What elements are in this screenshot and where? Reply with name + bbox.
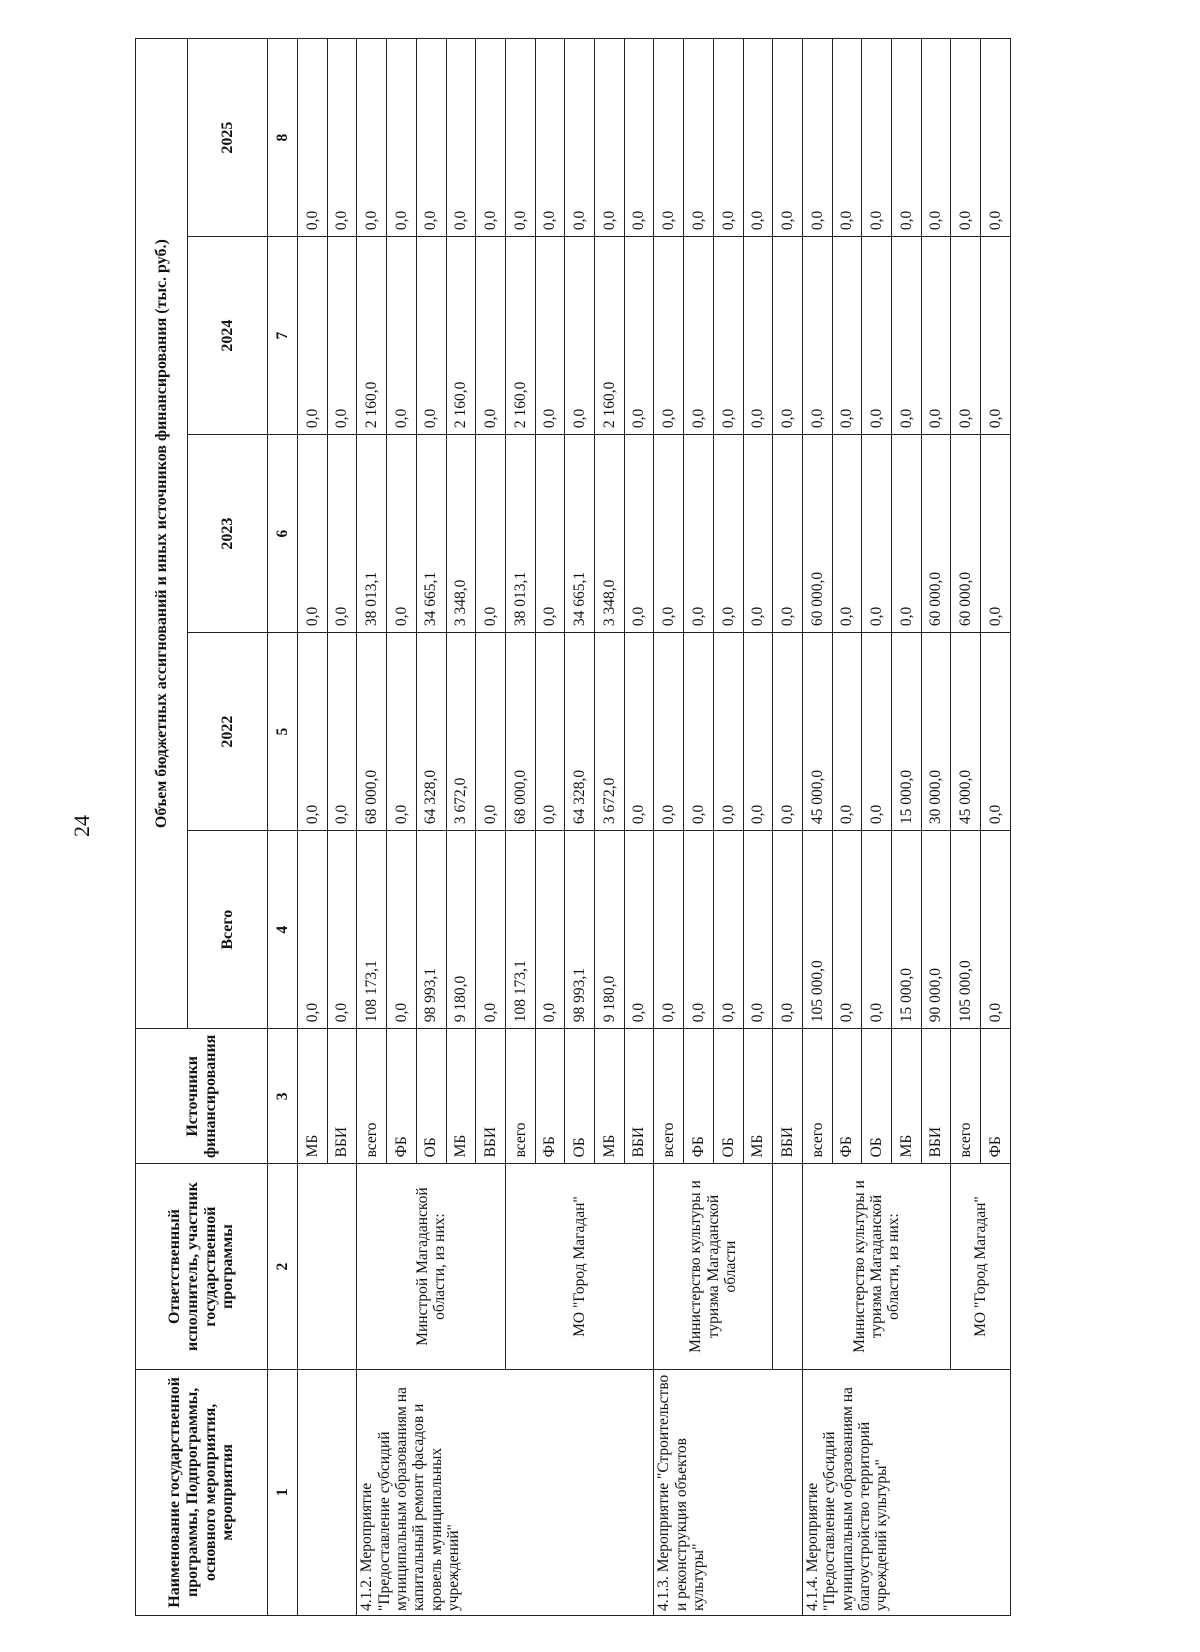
value-2024: 0,0 xyxy=(832,237,862,435)
table-row xyxy=(357,39,387,1616)
table-row xyxy=(802,39,832,1616)
value-2023: 38 013,1 xyxy=(357,435,387,633)
value-total: 0,0 xyxy=(298,831,328,1029)
source-cell: ВБИ xyxy=(476,1029,506,1164)
value-total: 105 000,0 xyxy=(802,831,832,1029)
value-total: 0,0 xyxy=(624,831,654,1029)
value-total: 0,0 xyxy=(981,831,1011,1029)
value-2025: 0,0 xyxy=(892,39,922,237)
table-row xyxy=(654,39,684,1616)
value-2022: 45 000,0 xyxy=(802,633,832,831)
value-2025: 0,0 xyxy=(565,39,595,237)
source-cell: ФБ xyxy=(981,1029,1011,1164)
value-2025: 0,0 xyxy=(595,39,625,237)
value-total: 90 000,0 xyxy=(921,831,951,1029)
value-total: 0,0 xyxy=(327,831,357,1029)
value-2023: 0,0 xyxy=(298,435,328,633)
source-cell: всего xyxy=(654,1029,684,1164)
value-2023: 0,0 xyxy=(387,435,417,633)
header-executor: Ответственный исполнитель, участник государственной программы xyxy=(136,1164,268,1369)
source-cell: МБ xyxy=(892,1029,922,1164)
value-2025: 0,0 xyxy=(832,39,862,237)
value-2023: 60 000,0 xyxy=(802,435,832,633)
index-cell: 7 xyxy=(268,237,298,435)
index-cell: 2 xyxy=(268,1164,298,1369)
value-2023: 3 348,0 xyxy=(446,435,476,633)
value-total: 0,0 xyxy=(713,831,743,1029)
name-cell-empty xyxy=(298,1369,357,1615)
value-2024: 2 160,0 xyxy=(446,237,476,435)
rotated-table-wrapper xyxy=(135,38,1011,1616)
source-cell: ФБ xyxy=(535,1029,565,1164)
value-2023: 34 665,1 xyxy=(416,435,446,633)
value-total: 108 173,1 xyxy=(505,831,535,1029)
page-number: 24 xyxy=(69,815,94,837)
source-cell: МБ xyxy=(743,1029,773,1164)
source-cell: всего xyxy=(505,1029,535,1164)
value-total: 0,0 xyxy=(743,831,773,1029)
value-2023: 34 665,1 xyxy=(565,435,595,633)
header-2022: 2022 xyxy=(188,633,268,831)
header-2024: 2024 xyxy=(188,237,268,435)
value-2022: 64 328,0 xyxy=(565,633,595,831)
value-total: 105 000,0 xyxy=(951,831,981,1029)
value-total: 0,0 xyxy=(654,831,684,1029)
header-sources: Источники финансирования xyxy=(136,1029,268,1164)
value-2025: 0,0 xyxy=(298,39,328,237)
value-2022: 0,0 xyxy=(387,633,417,831)
value-2022: 0,0 xyxy=(535,633,565,831)
value-2024: 0,0 xyxy=(654,237,684,435)
value-total: 9 180,0 xyxy=(595,831,625,1029)
value-2023: 0,0 xyxy=(654,435,684,633)
value-2025: 0,0 xyxy=(951,39,981,237)
value-2024: 0,0 xyxy=(981,237,1011,435)
measure-4-1-4-name: 4.1.4. Мероприятие "Предоставление субсидий муниципальным образованиям на благоустройство территорий учреждений культуры" xyxy=(802,1369,1010,1615)
header-total: Всего xyxy=(188,831,268,1029)
value-2023: 3 348,0 xyxy=(595,435,625,633)
source-cell: ФБ xyxy=(684,1029,714,1164)
executor-minstroy: Минстрой Магаданской области, из них: xyxy=(357,1164,506,1369)
index-cell: 3 xyxy=(268,1029,298,1164)
value-2022: 68 000,0 xyxy=(505,633,535,831)
source-cell: ОБ xyxy=(416,1029,446,1164)
value-2024: 0,0 xyxy=(624,237,654,435)
value-2022: 0,0 xyxy=(654,633,684,831)
source-cell: ФБ xyxy=(832,1029,862,1164)
value-2024: 0,0 xyxy=(713,237,743,435)
value-2023: 0,0 xyxy=(981,435,1011,633)
value-2023: 0,0 xyxy=(713,435,743,633)
value-total: 0,0 xyxy=(832,831,862,1029)
value-total: 0,0 xyxy=(684,831,714,1029)
value-2022: 0,0 xyxy=(684,633,714,831)
value-2025: 0,0 xyxy=(981,39,1011,237)
value-2024: 0,0 xyxy=(892,237,922,435)
value-2023: 0,0 xyxy=(327,435,357,633)
value-2025: 0,0 xyxy=(476,39,506,237)
value-2023: 0,0 xyxy=(862,435,892,633)
measure-4-1-3-name: 4.1.3. Мероприятие "Строительство и реконструкция объектов культуры" xyxy=(654,1369,803,1615)
value-2024: 0,0 xyxy=(802,237,832,435)
value-2023: 0,0 xyxy=(773,435,803,633)
value-2022: 45 000,0 xyxy=(951,633,981,831)
value-2022: 30 000,0 xyxy=(921,633,951,831)
value-2024: 0,0 xyxy=(476,237,506,435)
header-funding-group: Объем бюджетных ассигнований и иных источников финансирования (тыс. руб.) xyxy=(136,39,188,1029)
value-2025: 0,0 xyxy=(713,39,743,237)
source-cell: всего xyxy=(951,1029,981,1164)
value-2024: 0,0 xyxy=(565,237,595,435)
value-total: 0,0 xyxy=(476,831,506,1029)
value-2023: 0,0 xyxy=(832,435,862,633)
value-2025: 0,0 xyxy=(357,39,387,237)
measure-4-1-2-name: 4.1.2. Мероприятие "Предоставление субсидий муниципальным образованиям на капитальный ремонт фасадов и кровель муниципальных учреждений" xyxy=(357,1369,654,1615)
value-2024: 0,0 xyxy=(387,237,417,435)
source-cell: ОБ xyxy=(713,1029,743,1164)
value-2024: 0,0 xyxy=(535,237,565,435)
value-2023: 0,0 xyxy=(743,435,773,633)
value-2025: 0,0 xyxy=(802,39,832,237)
value-2022: 0,0 xyxy=(624,633,654,831)
value-total: 0,0 xyxy=(535,831,565,1029)
index-cell: 5 xyxy=(268,633,298,831)
source-cell: всего xyxy=(802,1029,832,1164)
value-2024: 2 160,0 xyxy=(357,237,387,435)
value-2024: 2 160,0 xyxy=(505,237,535,435)
value-2022: 0,0 xyxy=(981,633,1011,831)
value-2022: 68 000,0 xyxy=(357,633,387,831)
value-2024: 0,0 xyxy=(327,237,357,435)
value-total: 0,0 xyxy=(862,831,892,1029)
source-cell: ВБИ xyxy=(327,1029,357,1164)
header-2025: 2025 xyxy=(188,39,268,237)
value-2024: 0,0 xyxy=(921,237,951,435)
index-cell: 8 xyxy=(268,39,298,237)
value-2025: 0,0 xyxy=(921,39,951,237)
value-2025: 0,0 xyxy=(446,39,476,237)
value-2023: 0,0 xyxy=(476,435,506,633)
source-cell: ОБ xyxy=(565,1029,595,1164)
index-cell: 6 xyxy=(268,435,298,633)
value-2024: 0,0 xyxy=(298,237,328,435)
value-2022: 3 672,0 xyxy=(595,633,625,831)
value-2024: 0,0 xyxy=(416,237,446,435)
value-2023: 0,0 xyxy=(535,435,565,633)
source-cell: ВБИ xyxy=(624,1029,654,1164)
financing-table xyxy=(135,38,1011,1616)
source-cell: МБ xyxy=(298,1029,328,1164)
source-cell: МБ xyxy=(595,1029,625,1164)
executor-minkult-2: Министерство культуры и туризма Магаданской области, из них: xyxy=(802,1164,951,1369)
value-2024: 0,0 xyxy=(743,237,773,435)
value-total: 98 993,1 xyxy=(565,831,595,1029)
value-2022: 0,0 xyxy=(327,633,357,831)
source-cell: ВБИ xyxy=(773,1029,803,1164)
value-2022: 15 000,0 xyxy=(892,633,922,831)
header-program-name: Наименование государственной программы, Подпрограммы, основного мероприятия, мероприятия xyxy=(136,1369,268,1615)
source-cell: ОБ xyxy=(862,1029,892,1164)
value-2022: 0,0 xyxy=(862,633,892,831)
index-cell: 1 xyxy=(268,1369,298,1615)
executor-mo-magadan: МО "Город Магадан" xyxy=(505,1164,654,1369)
table-row xyxy=(298,39,328,1616)
value-2025: 0,0 xyxy=(505,39,535,237)
value-2025: 0,0 xyxy=(327,39,357,237)
value-2022: 3 672,0 xyxy=(446,633,476,831)
value-2022: 0,0 xyxy=(773,633,803,831)
value-2023: 60 000,0 xyxy=(921,435,951,633)
header-2023: 2023 xyxy=(188,435,268,633)
source-cell: всего xyxy=(357,1029,387,1164)
value-2024: 0,0 xyxy=(684,237,714,435)
source-cell: ВБИ xyxy=(921,1029,951,1164)
value-2025: 0,0 xyxy=(624,39,654,237)
executor-cell-empty xyxy=(298,1164,357,1369)
value-2025: 0,0 xyxy=(773,39,803,237)
value-total: 15 000,0 xyxy=(892,831,922,1029)
value-2022: 0,0 xyxy=(832,633,862,831)
executor-minkult: Министерство культуры и туризма Магаданской области xyxy=(654,1164,773,1369)
value-2024: 0,0 xyxy=(862,237,892,435)
value-total: 0,0 xyxy=(387,831,417,1029)
value-2022: 0,0 xyxy=(476,633,506,831)
value-2025: 0,0 xyxy=(684,39,714,237)
index-cell: 4 xyxy=(268,831,298,1029)
value-2025: 0,0 xyxy=(416,39,446,237)
value-2025: 0,0 xyxy=(387,39,417,237)
value-2024: 2 160,0 xyxy=(595,237,625,435)
value-2023: 38 013,1 xyxy=(505,435,535,633)
value-2024: 0,0 xyxy=(773,237,803,435)
executor-mo-magadan-2: МО "Город Магадан" xyxy=(951,1164,1011,1369)
value-2023: 0,0 xyxy=(624,435,654,633)
value-2025: 0,0 xyxy=(654,39,684,237)
value-total: 0,0 xyxy=(773,831,803,1029)
value-2025: 0,0 xyxy=(743,39,773,237)
value-2023: 0,0 xyxy=(892,435,922,633)
source-cell: МБ xyxy=(446,1029,476,1164)
value-2022: 64 328,0 xyxy=(416,633,446,831)
value-2022: 0,0 xyxy=(743,633,773,831)
value-total: 9 180,0 xyxy=(446,831,476,1029)
value-total: 98 993,1 xyxy=(416,831,446,1029)
value-total: 108 173,1 xyxy=(357,831,387,1029)
value-2022: 0,0 xyxy=(713,633,743,831)
executor-cell-empty xyxy=(773,1164,803,1369)
value-2025: 0,0 xyxy=(535,39,565,237)
value-2022: 0,0 xyxy=(298,633,328,831)
source-cell: ФБ xyxy=(387,1029,417,1164)
value-2024: 0,0 xyxy=(951,237,981,435)
value-2025: 0,0 xyxy=(862,39,892,237)
value-2023: 0,0 xyxy=(684,435,714,633)
value-2023: 60 000,0 xyxy=(951,435,981,633)
